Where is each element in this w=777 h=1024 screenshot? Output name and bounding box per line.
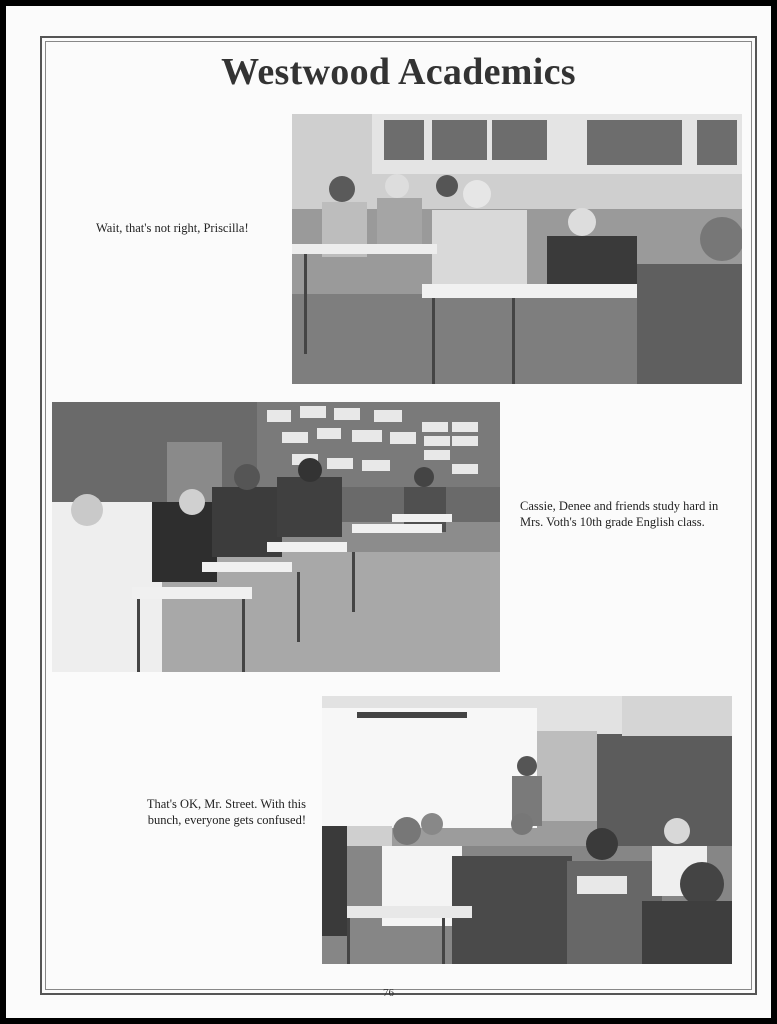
photo-3-caption-line-2: bunch, everyone gets confused! [147, 813, 306, 827]
photo-2-caption [520, 498, 760, 530]
classroom-photo-1 [292, 114, 742, 384]
page-title: Westwood Academics [221, 51, 576, 93]
classroom-photo-2 [52, 402, 500, 672]
photo-2-caption-line-2: Mrs. Voth's 10th grade English class. [520, 515, 705, 529]
photo-1-caption: Wait, that's not right, Priscilla! [96, 221, 249, 235]
photo-2-caption-line-1: Cassie, Denee and friends study hard in [520, 499, 719, 513]
photo-3-caption [102, 796, 306, 828]
photo-3-caption-line-1: That's OK, Mr. Street. With this [146, 797, 306, 811]
page-number: 76 [383, 987, 394, 999]
yearbook-page [6, 6, 771, 1018]
classroom-photo-3 [322, 696, 732, 964]
